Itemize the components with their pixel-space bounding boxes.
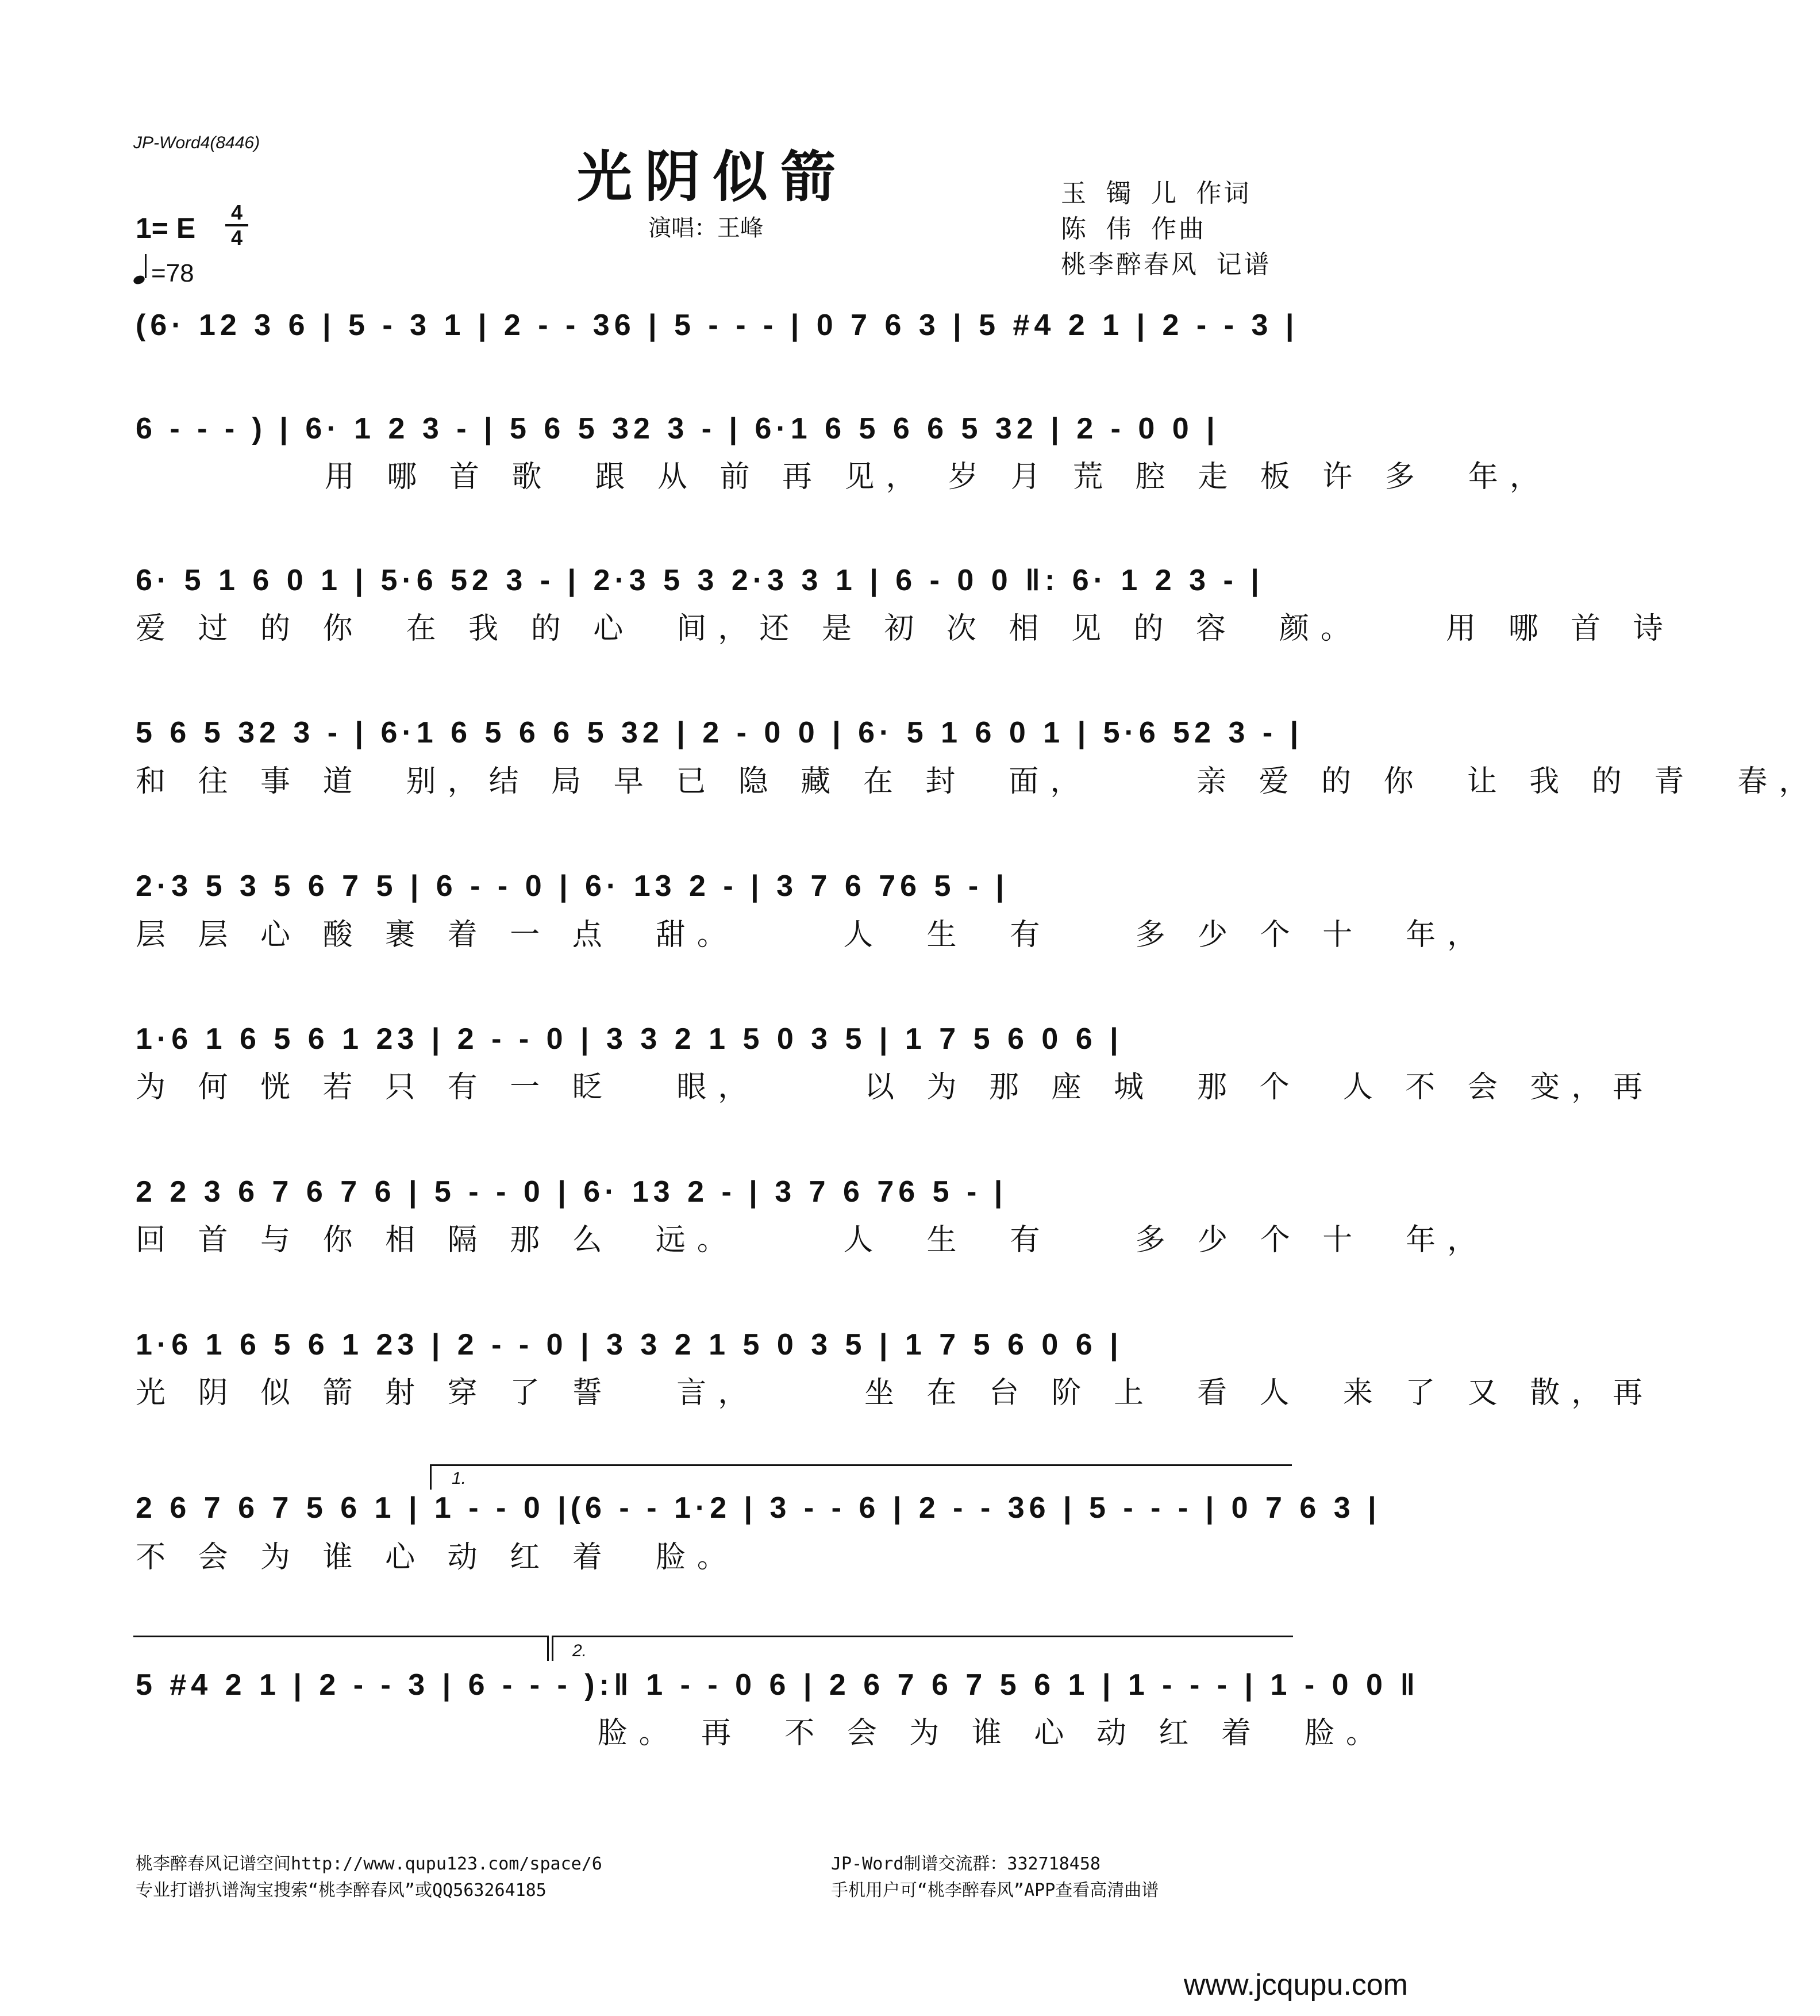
time-signature-bottom: 4 [230,226,243,249]
software-label: JP-Word4(8446) [133,133,260,152]
footer-right-line-1: JP-Word制谱交流群：332718458 [831,1854,1101,1874]
singer-credit: 演唱：王峰 [648,215,763,241]
time-signature [225,202,248,248]
score-line-7-notes: 2 2 3 6 7 6 7 6 | 5 - - 0 | 6· 13 2 - | 3 7 6 76 5 - | [136,1175,1007,1209]
volta-1-bracket [430,1464,1292,1466]
time-signature-top: 4 [230,201,243,224]
site-watermark: www.jcqupu.com [1183,1968,1408,2002]
score-line-3-lyrics: 爱 过 的 你 在 我 的 心 间，还 是 初 次 相 见 的 容 颜。 用 哪 首 诗 [136,611,1675,646]
footer-left-line-2: 专业打谱扒谱淘宝搜索“桃李醉春风”或QQ563264185 [136,1880,547,1900]
footer-right-line-2: 手机用户可“桃李醉春风”APP查看高清曲谱 [831,1880,1159,1900]
transcriber-credit: 桃李醉春风 记谱 [1061,250,1272,279]
volta-1-continuation [133,1636,547,1637]
quarter-note-icon [132,274,146,286]
tempo-marking [133,257,194,288]
score-line-9-lyrics: 不 会 为 谁 心 动 红 着 脸。 [136,1540,738,1575]
score-line-7-lyrics: 回 首 与 你 相 隔 那 么 远。 人 生 有 多 少 个 十 年， [136,1223,1489,1257]
score-line-6-notes: 1·6 1 6 5 6 1 23 | 2 - - 0 | 3 3 2 1 5 0 3 5 | 1 7 5 6 0 6 | [136,1022,1123,1056]
score-line-8-lyrics: 光 阴 似 箭 射 穿 了 誓 言， 坐 在 台 阶 上 看 人 来 了 又 散，再 [136,1376,1654,1410]
score-line-8-notes: 1·6 1 6 5 6 1 23 | 2 - - 0 | 3 3 2 1 5 0 3 5 | 1 7 5 6 0 6 | [136,1328,1123,1361]
score-line-3-notes: 6· 5 1 6 0 1 | 5·6 52 3 - | 2·3 5 3 2·3 3 1 | 6 - 0 0 ‖: 6· 1 2 3 - | [136,564,1264,597]
score-line-1-notes: (6· 12 3 6 | 5 - 3 1 | 2 - - 36 | 5 - - - | 0 7 6 3 | 5 #4 2 1 | 2 - - 3 | [136,309,1299,342]
note-stem [145,254,147,278]
composer-credit: 陈 伟 作曲 [1061,214,1206,244]
score-line-10-notes: 5 #4 2 1 | 2 - - 3 | 6 - - - ):‖ 1 - - 0 6 | 2 6 7 6 7 5 6 1 | 1 - - - | 1 - 0 0 ‖ [136,1668,1420,1702]
volta-2-hook [552,1636,553,1661]
score-line-5-lyrics: 层 层 心 酸 裹 着 一 点 甜。 人 生 有 多 少 个 十 年， [136,918,1489,952]
score-line-2-notes: 6 - - - ) | 6· 1 2 3 - | 5 6 5 32 3 - | 6·1 6 5 6 6 5 32 | 2 - 0 0 | [136,412,1219,445]
song-title: 光阴似箭 [577,144,848,209]
score-line-6-lyrics: 为 何 恍 若 只 有 一 眨 眼， 以 为 那 座 城 那 个 人 不 会 变，再 [136,1070,1654,1105]
lyricist-credit: 玉 镯 儿 作词 [1061,179,1252,208]
volta-1-end-hook [547,1636,549,1661]
score-line-4-lyrics: 和 往 事 道 别，结 局 早 已 隐 藏 在 封 面， 亲 爱 的 你 让 我 的 青 春， [136,764,1820,799]
score-line-5-notes: 2·3 5 3 5 6 7 5 | 6 - - 0 | 6· 13 2 - | 3 7 6 76 5 - | [136,870,1009,903]
score-line-2-lyrics: 用 哪 首 歌 跟 从 前 再 见， 岁 月 荒 腔 走 板 许 多 年， [136,460,1551,494]
volta-1-label: 1. [452,1469,467,1488]
key-signature: 1= E [136,212,196,244]
score-line-4-notes: 5 6 5 32 3 - | 6·1 6 5 6 6 5 32 | 2 - 0 0 | 6· 5 1 6 0 1 | 5·6 52 3 - | [136,716,1303,749]
volta-2-bracket [552,1636,1293,1637]
footer-left-line-1: 桃李醉春风记谱空间http://www.qupu123.com/space/6 [136,1854,602,1874]
score-line-10-lyrics: 脸。 再 不 会 为 谁 心 动 红 着 脸。 [136,1716,1387,1750]
volta-1-hook [430,1464,432,1490]
volta-2-label: 2. [572,1641,587,1660]
tempo-value: =78 [151,259,194,287]
score-line-9-notes: 2 6 7 6 7 5 6 1 | 1 - - 0 |(6 - - 1·2 | 3 - - 6 | 2 - - 36 | 5 - - - | 0 7 6 3 | [136,1491,1381,1525]
